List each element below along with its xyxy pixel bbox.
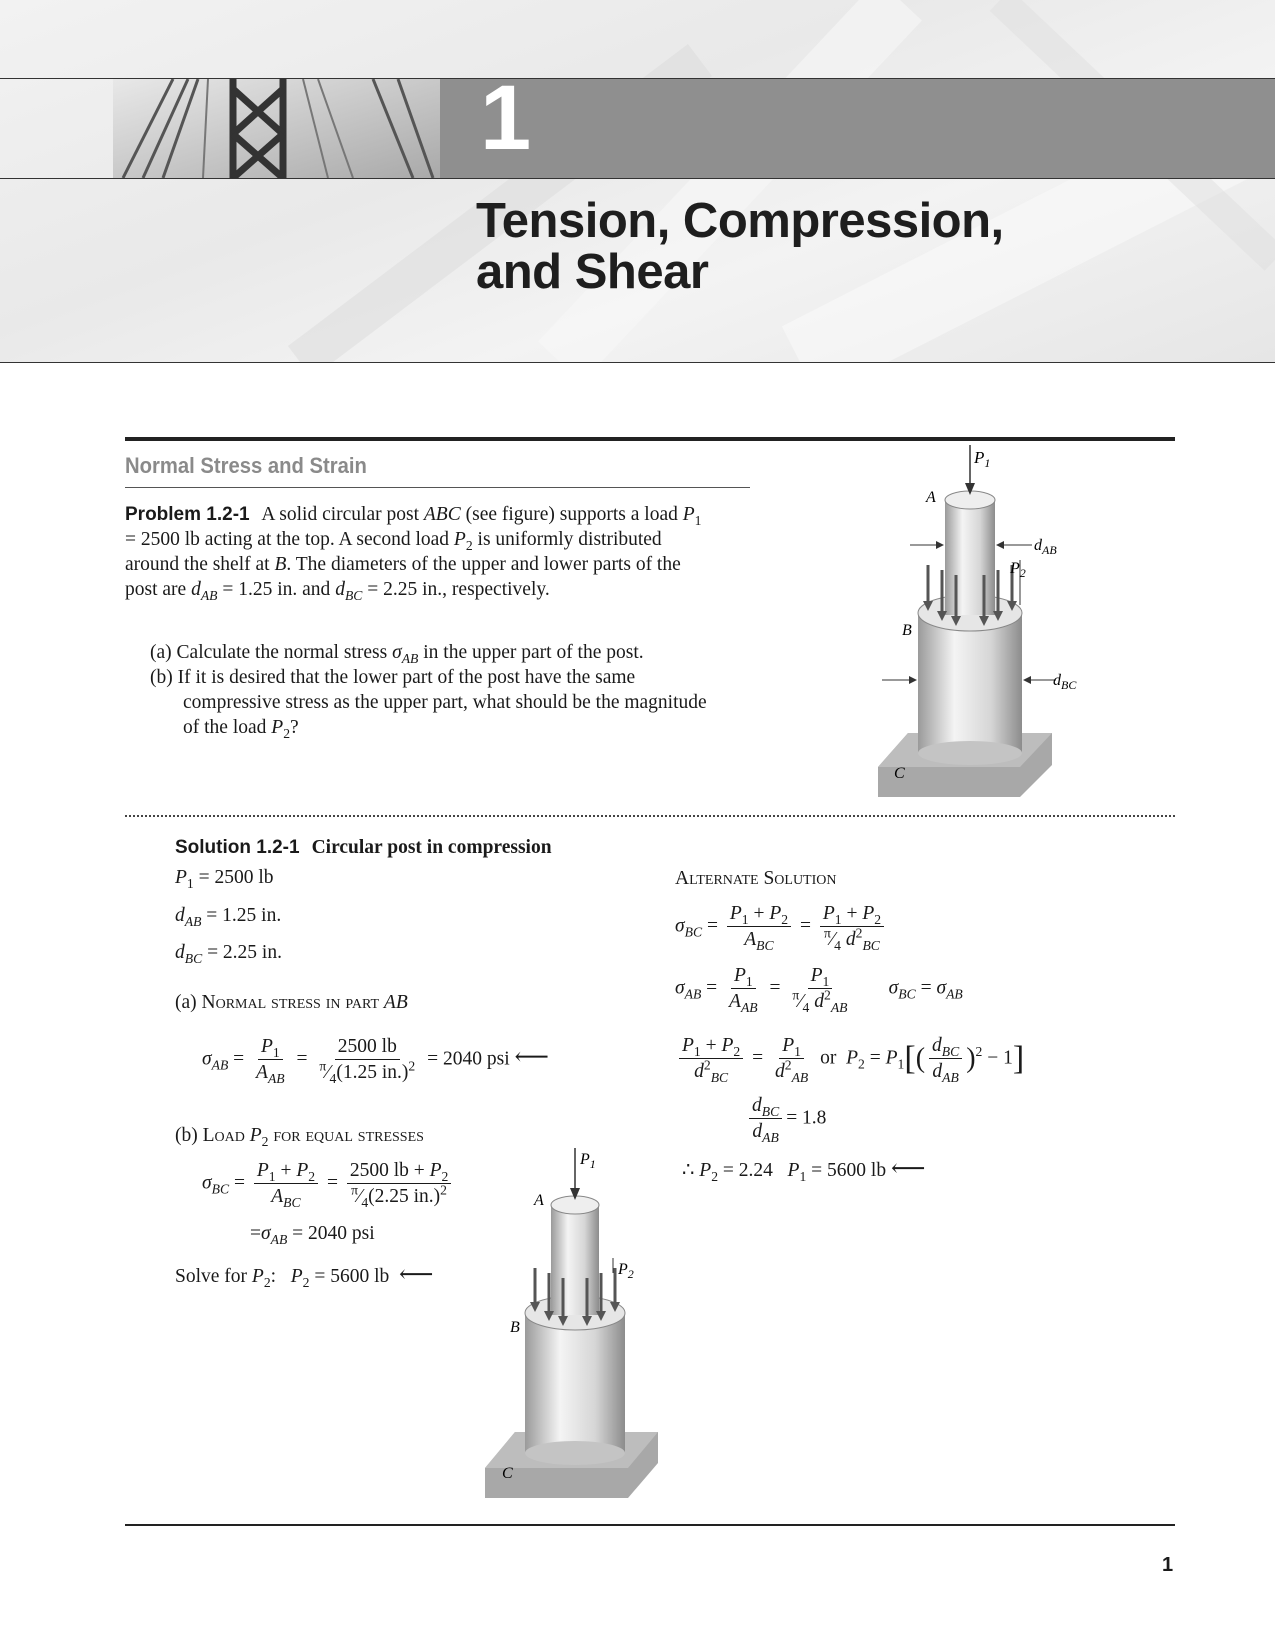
chapter-header-background [0,0,1275,362]
problem-parts [150,640,710,740]
page-number: 1 [1162,1554,1174,1576]
chapter-title-line2: and Shear [476,245,709,300]
label-dbc: $d_{BC}$ [1053,672,1077,692]
solution-label: Solution 1.2-1 [175,837,300,858]
alt-equation-sigma-bc: $\sigma_{BC}$ = $\frac{P_1 + P_2}{A_{BC}}$ = $\frac{P_1 + P_2}{^\pi⁄_4 d^2_{BC}}$ [675,903,888,951]
problem-part-a: (a) Calculate the normal stress $\sigma_{AB}$ in the upper part of the post. [150,642,644,666]
label-c-solution: C [502,1465,513,1482]
bridge-cable-photo [113,79,440,178]
chapter-title-line1: Tension, Compression, [476,194,1004,248]
problem-top-rule [125,437,1175,441]
chapter-number-band [440,79,1275,178]
part-b-equal-stress: $=\sigma_{AB} = 2040$ psi [250,1223,375,1247]
dotted-separator [125,815,1175,817]
alt-diameter-ratio: $\frac{d_{BC}}{d_{AB}}$ = 1.8 [745,1095,826,1143]
page-bottom-rule [125,1524,1175,1526]
part-b-equation: $\sigma_{BC}$ = $\frac{P_1 + P_2}{A_{BC}}$ = $\frac{2500 lb + P_2}{^\pi⁄_4(2.25 in.)^2}$ [202,1160,455,1208]
post-figure-solution [480,1148,670,1503]
chapter-title [476,196,1004,299]
problem-statement: Problem 1.2-1 A solid circular post ABC (see figure) supports a load $P_1 = 2500$ lb acting at the top. A second load $P_2$ is uniformly distributed around the shelf at B. The diameters of the upper and lower parts of the post are $d_{AB} = 1.25$ in. and $d_{BC} = 2.25$ in., respectively. [125,504,702,603]
alternate-heading: Alternate Solution [675,868,837,889]
part-a-equation: $\sigma_{AB}$ = $\frac{P_1}{A_{AB}}$ = $\frac{2500 lb}{^\pi⁄_4(1.25 in.)^2}$ = 2040 psi ⟵ [202,1036,547,1087]
problem-label: Problem 1.2-1 [125,504,250,525]
solution-title: Circular post in compression [311,837,552,858]
given-p1: $P_1 = 2500$ lb [175,867,274,891]
solution-heading [175,837,552,859]
part-b-heading: (b) Load $P_2$ for equal stresses [175,1125,424,1149]
header-rule-middle [0,178,1275,179]
part-a-heading: (a) Normal stress in part AB [175,992,408,1013]
problem-part-b: (b) If it is desired that the lower part of the post have the same compressive stress as the upper part, what should be the magnitude of the load $P_2$? [150,667,707,741]
alt-equation-sigma-ab: $\sigma_{AB}$ = $\frac{P_1}{A_{AB}}$ = $\frac{P_1}{^\pi⁄_4 d^2_{AB}}$ $\sigma_{BC} = \sigma_{AB}$ [675,965,963,1016]
label-a-solution: A [534,1192,544,1209]
header-decorative-strokes [0,0,1275,362]
label-b: B [902,622,912,639]
label-b-solution: B [510,1319,520,1336]
label-p2-solution: $P_2$ [618,1261,634,1281]
section-heading: Normal Stress and Strain [125,453,367,478]
alt-equation-ratio: $\frac{P_1 + P_2}{d^2_{BC}}$ = $\frac{P_1}{d^2_{AB}}$ or $P_2 = P_1$[( $\frac{d_{BC}}{d_{AB}}$ )$^2$ − 1] [675,1035,1024,1083]
label-c: C [894,765,905,782]
post-figure-problem [870,445,1100,810]
given-dab: $d_{AB} = 1.25$ in. [175,905,282,929]
label-p1-solution: $P_1$ [580,1151,596,1171]
label-p1: $P_1$ [974,448,991,470]
label-p2: $P_2$ [1010,560,1026,580]
part-b-solve: Solve for $P_2$: $P_2 = 5600$ lb ⟵ [175,1262,432,1290]
alt-result: ∴ $P_2 = 2.24$ $P_1 = 5600$ lb ⟵ [682,1156,924,1184]
header-rule-bottom [0,362,1275,363]
label-dab: $d_{AB}$ [1034,537,1057,557]
chapter-number: 1 [480,67,532,169]
given-dbc: $d_{BC} = 2.25$ in. [175,942,282,966]
section-heading-rule [125,487,750,488]
label-a: A [926,489,936,506]
